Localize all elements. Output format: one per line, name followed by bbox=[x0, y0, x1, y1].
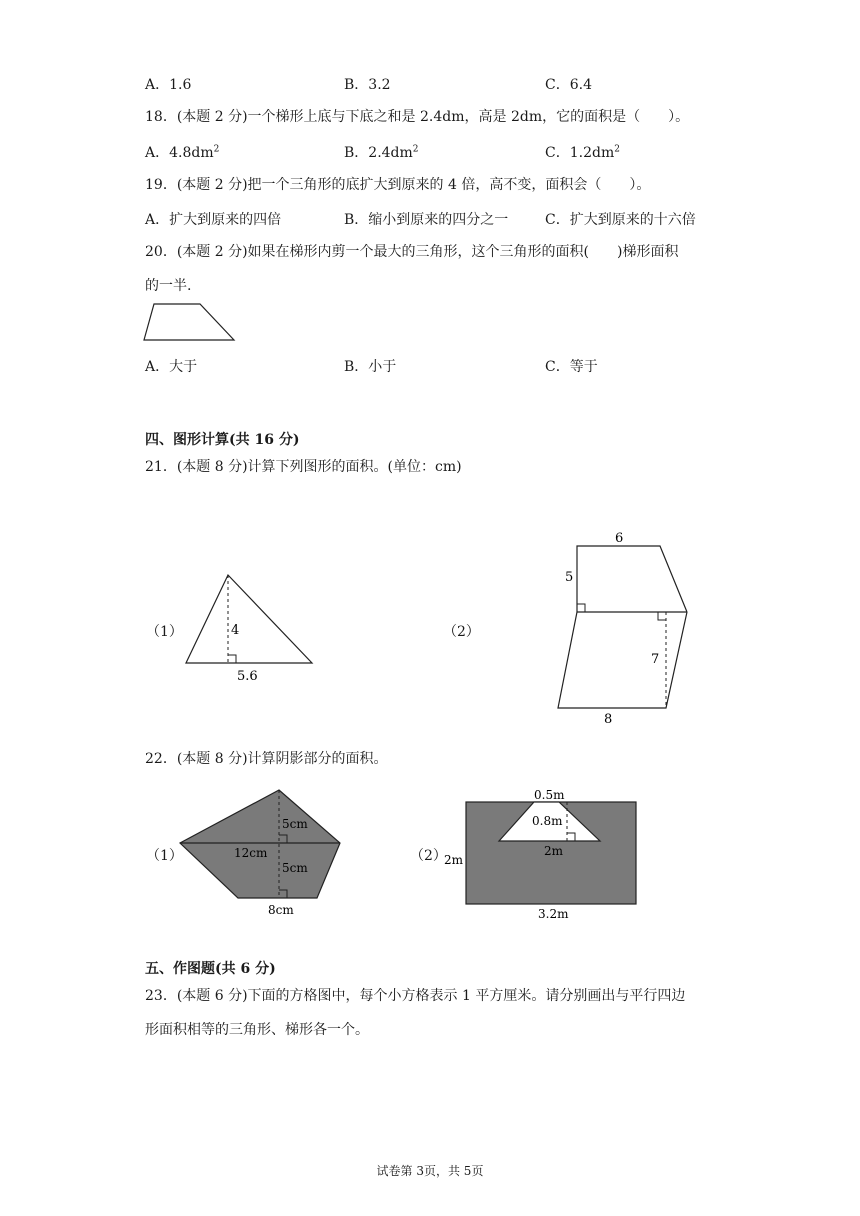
q22-fig2-bottom-label: 3.2m bbox=[538, 907, 569, 921]
q17-option-b: B．3.2 bbox=[344, 77, 391, 93]
q22-rectangle-figure bbox=[440, 784, 640, 924]
q18-question: 18．(本题 2 分)一个梯形上底与下底之和是 2.4dm，高是 2dm，它的面积是（ ）。 bbox=[145, 109, 690, 125]
q20-option-c: C．等于 bbox=[545, 359, 598, 375]
q21-triangle-figure bbox=[180, 568, 320, 684]
q21-fig1-height-label: 4 bbox=[231, 623, 240, 638]
q18-option-a: A．$4.8dm^2$ bbox=[145, 144, 220, 161]
q22-fig2-index: （2） bbox=[410, 848, 447, 864]
q20-question-line1: 20．(本题 2 分)如果在梯形内剪一个最大的三角形，这个三角形的面积( )梯形面积 bbox=[145, 244, 679, 260]
section-4-title: 四、图形计算(共 16 分) bbox=[145, 432, 300, 448]
q22-fig2-top-label: 0.5m bbox=[534, 788, 565, 802]
q17-option-a: A．1.6 bbox=[145, 77, 192, 93]
q22-fig1-index: （1） bbox=[146, 848, 183, 864]
q19-option-b: B．缩小到原来的四分之一 bbox=[344, 212, 509, 228]
q23-question-line1: 23．(本题 6 分)下面的方格图中，每个小方格表示 1 平方厘米。请分别画出与平行四边 bbox=[145, 988, 686, 1004]
q23-question-line2: 形面积相等的三角形、梯形各一个。 bbox=[145, 1022, 369, 1038]
q21-question: 21．(本题 8 分)计算下列图形的面积。(单位：cm) bbox=[145, 459, 462, 475]
q22-question: 22．(本题 8 分)计算阴影部分的面积。 bbox=[145, 751, 388, 767]
q22-fig2-height-label: 0.8m bbox=[532, 814, 563, 828]
q21-fig2-left-height-label: 5 bbox=[565, 570, 574, 585]
q21-fig2-index: （2） bbox=[443, 624, 480, 640]
q18-option-b: B．$2.4dm^2$ bbox=[344, 144, 419, 161]
q21-fig2-bottom-label: 8 bbox=[604, 712, 613, 727]
q22-fig1-diagonal-label: 12cm bbox=[234, 846, 268, 860]
q20-question-line2: 的一半. bbox=[145, 278, 192, 294]
q22-fig1-bottom-label: 8cm bbox=[268, 903, 294, 917]
q22-fig1-upper-height-label: 5cm bbox=[282, 817, 308, 831]
q18-option-c: C．$1.2dm^2$ bbox=[545, 144, 620, 161]
q19-option-c: C．扩大到原来的十六倍 bbox=[545, 212, 696, 228]
q19-question: 19．(本题 2 分)把一个三角形的底扩大到原来的 4 倍，高不变，面积会（ ）。 bbox=[145, 177, 651, 193]
q17-option-c: C．6.4 bbox=[545, 77, 592, 93]
section-5-title: 五、作图题(共 6 分) bbox=[145, 961, 276, 977]
q22-fig2-base-label: 2m bbox=[544, 844, 564, 858]
q22-pentagon-figure bbox=[176, 786, 346, 918]
q21-fig2-right-height-label: 7 bbox=[651, 652, 660, 667]
q21-fig1-index: （1） bbox=[146, 624, 183, 640]
q19-option-a: A．扩大到原来的四倍 bbox=[145, 212, 282, 228]
q21-fig1-base-label: 5.6 bbox=[237, 669, 258, 684]
q21-composite-figure bbox=[556, 530, 696, 730]
q22-fig2-side-label: 2m bbox=[444, 853, 464, 867]
q21-fig2-top-label: 6 bbox=[615, 531, 624, 546]
page-footer: 试卷第 3页，共 5页 bbox=[376, 1164, 484, 1178]
q20-trapezoid-figure bbox=[140, 300, 240, 346]
q20-option-a: A．大于 bbox=[145, 359, 198, 375]
q22-fig1-lower-height-label: 5cm bbox=[282, 861, 308, 875]
q20-option-b: B．小于 bbox=[344, 359, 397, 375]
